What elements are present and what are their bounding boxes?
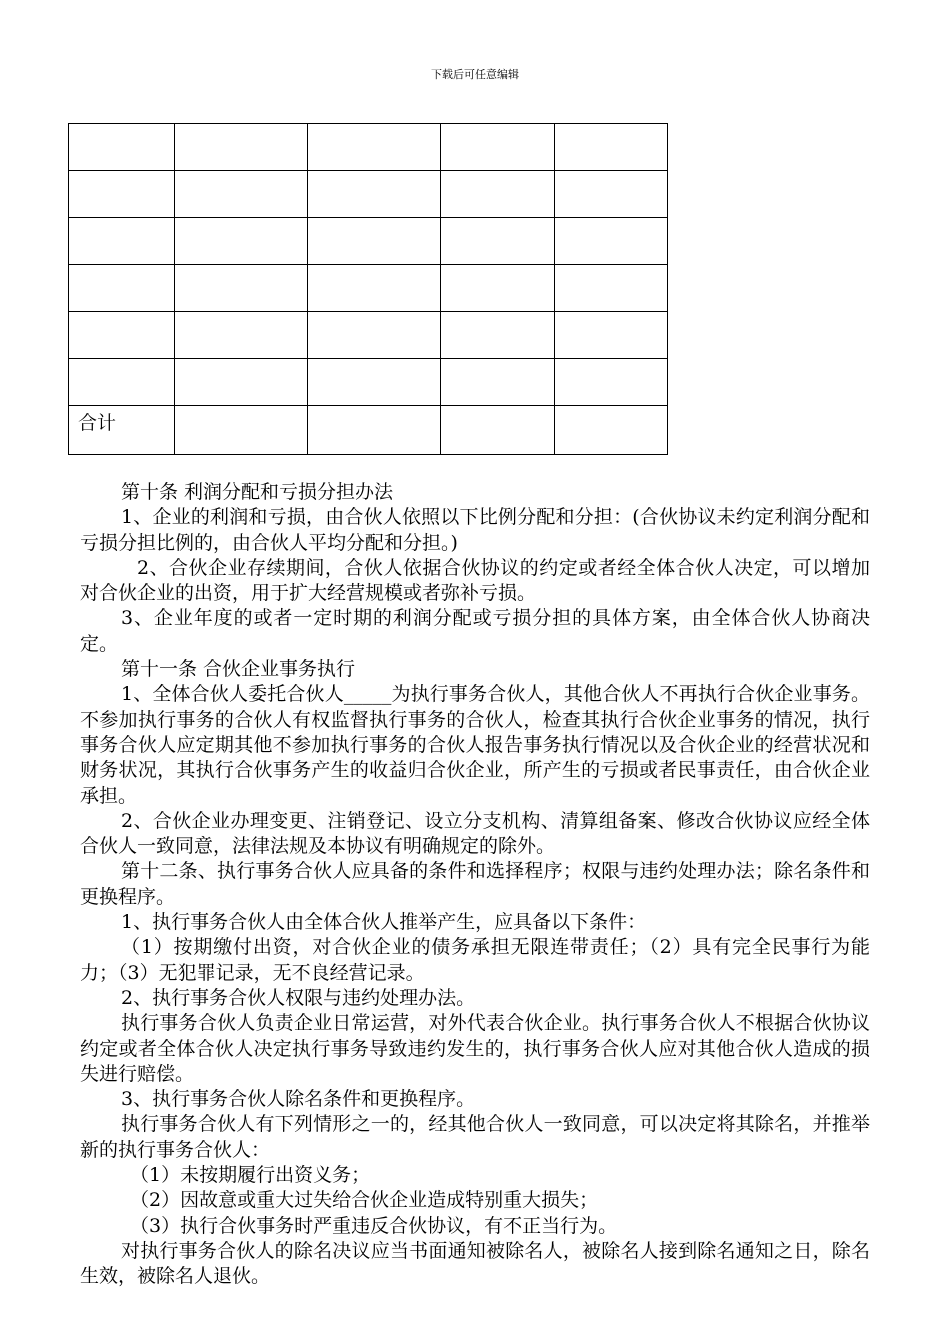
table-cell xyxy=(175,265,308,312)
article-10-heading: 第十条 利润分配和亏损分担办法 xyxy=(121,481,394,503)
table-cell xyxy=(308,312,441,359)
paragraph: 1、企业的利润和亏损，由合伙人依照以下比例分配和分担：(合伙协议未约定利润分配和亏损分担比例的，由合伙人平均分配和分担。) xyxy=(80,506,870,554)
table-cell xyxy=(308,265,441,312)
table-cell xyxy=(175,124,308,171)
total-label: 合计 xyxy=(69,406,175,455)
table-cell xyxy=(175,171,308,218)
table-row xyxy=(69,171,668,218)
table-row xyxy=(69,312,668,359)
table-cell xyxy=(69,359,175,406)
table-row xyxy=(69,265,668,312)
table-cell xyxy=(555,359,668,406)
table-row xyxy=(69,124,668,171)
paragraph: 1、执行事务合伙人由全体合伙人推举产生，应具备以下条件： xyxy=(121,911,647,934)
agreement-body xyxy=(80,480,870,1290)
contribution-table xyxy=(68,123,668,455)
table-cell xyxy=(175,359,308,406)
table-cell xyxy=(308,359,441,406)
paragraph: 3、企业年度的或者一定时期的利润分配或亏损分担的具体方案，由全体合伙人协商决定。 xyxy=(80,607,870,655)
paragraph: （1）按期缴付出资，对合伙企业的债务承担无限连带责任；（2）具有完全民事行为能力；（3）无犯罪记录，无不良经营记录。 xyxy=(80,936,870,984)
table-cell xyxy=(555,218,668,265)
paragraph: 3、执行事务合伙人除名条件和更换程序。 xyxy=(121,1088,476,1111)
table-cell xyxy=(441,124,555,171)
list-item: （2）因故意或重大过失给合伙企业造成特别重大损失； xyxy=(130,1189,599,1212)
table-cell xyxy=(555,124,668,171)
table-cell xyxy=(555,265,668,312)
table-cell xyxy=(175,218,308,265)
article-12-heading: 第十二条、执行事务合伙人应具备的条件和选择程序；权限与违约处理办法；除名条件和更换程序。 xyxy=(80,860,870,908)
table-cell xyxy=(69,124,175,171)
table-row xyxy=(69,218,668,265)
paragraph: 2、合伙企业存续期间，合伙人依据合伙协议的约定或者经全体合伙人决定，可以增加对合伙企业的出资，用于扩大经营规模或者弥补亏损。 xyxy=(80,556,870,605)
table-cell xyxy=(69,312,175,359)
paragraph: 1、全体合伙人委托合伙人_____为执行事务合伙人，其他合伙人不再执行合伙企业事务。不参加执行事务的合伙人有权监督执行事务的合伙人，检查其执行合伙企业事务的情况，执行事务合伙人应定期其他不参加执行事务的合伙人报告事务执行情况以及合伙企业的经营状况和财务状况，其执行合伙事务产生的收益归合伙企业，所产生的亏损或者民事责任，由合伙企业承担。 xyxy=(80,683,870,807)
table-cell xyxy=(441,218,555,265)
page-header: 下载后可任意编辑 xyxy=(431,68,519,81)
table-cell xyxy=(555,406,668,455)
paragraph: 执行事务合伙人有下列情形之一的，经其他合伙人一致同意，可以决定将其除名，并推举新的执行事务合伙人： xyxy=(80,1113,870,1161)
table-cell xyxy=(69,171,175,218)
table-cell xyxy=(308,218,441,265)
list-item: （3）执行合伙事务时严重违反合伙协议，有不正当行为。 xyxy=(130,1214,618,1237)
table-cell xyxy=(555,171,668,218)
table-cell xyxy=(441,312,555,359)
table-cell xyxy=(308,171,441,218)
paragraph: 2、执行事务合伙人权限与违约处理办法。 xyxy=(121,986,476,1009)
table-cell xyxy=(308,124,441,171)
table-cell xyxy=(69,265,175,312)
table-cell xyxy=(69,218,175,265)
list-item: （1）未按期履行出资义务； xyxy=(130,1164,371,1187)
paragraph: 对执行事务合伙人的除名决议应当书面通知被除名人，被除名人接到除名通知之日，除名生效，被除名人退伙。 xyxy=(80,1239,870,1288)
table-row xyxy=(69,359,668,406)
table-cell xyxy=(441,406,555,455)
table-cell xyxy=(308,406,441,455)
article-11-heading: 第十一条 合伙企业事务执行 xyxy=(121,658,356,681)
table-cell xyxy=(441,265,555,312)
table-cell xyxy=(555,312,668,359)
table-total-row xyxy=(69,406,668,455)
table-cell xyxy=(175,406,308,455)
table-cell xyxy=(175,312,308,359)
table-cell xyxy=(441,359,555,406)
table-cell xyxy=(441,171,555,218)
paragraph: 2、合伙企业办理变更、注销登记、设立分支机构、清算组备案、修改合伙协议应经全体合伙人一致同意，法律法规及本协议有明确规定的除外。 xyxy=(80,809,870,858)
paragraph: 执行事务合伙人负责企业日常运营，对外代表合伙企业。执行事务合伙人不根据合伙协议约定或者全体合伙人决定执行事务导致违约发生的，执行事务合伙人应对其他合伙人造成的损失进行赔偿。 xyxy=(80,1012,870,1085)
